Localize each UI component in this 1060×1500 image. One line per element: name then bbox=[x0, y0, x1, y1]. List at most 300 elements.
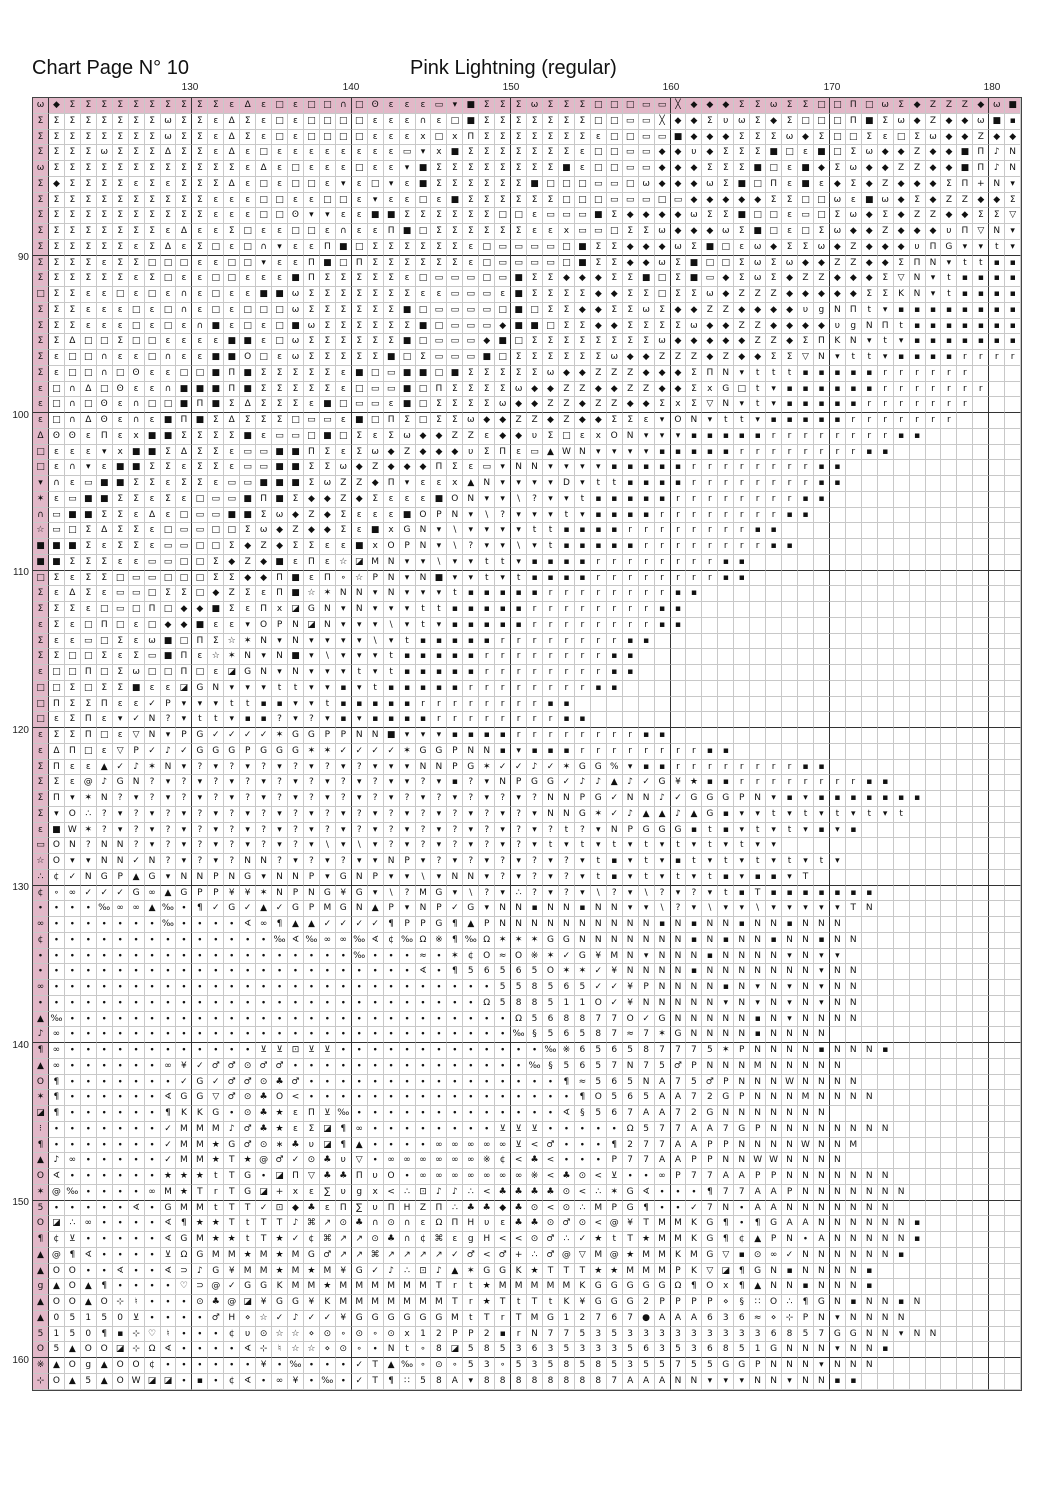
chart-cell: r bbox=[846, 413, 862, 429]
chart-cell: Σ bbox=[527, 271, 543, 287]
chart-cell: ▲ bbox=[750, 1279, 766, 1295]
chart-cell: ▾ bbox=[400, 618, 416, 634]
chart-cell: ε bbox=[65, 760, 81, 776]
chart-cell: Σ bbox=[495, 382, 511, 398]
chart-cell: ✶ bbox=[607, 1185, 623, 1201]
chart-cell: □ bbox=[336, 130, 352, 146]
chart-cell: ∙ bbox=[129, 917, 145, 933]
chart-cell: Σ bbox=[65, 114, 81, 130]
chart-cell: ◆ bbox=[671, 366, 687, 382]
chart-cell: ◆ bbox=[479, 334, 495, 350]
chart-cell: υ bbox=[941, 224, 957, 240]
chart-cell: N bbox=[830, 303, 846, 319]
chart-cell: ◆ bbox=[702, 224, 718, 240]
chart-cell: T bbox=[224, 1153, 240, 1169]
chart-cell: Σ bbox=[176, 586, 192, 602]
chart-cell: t bbox=[607, 1232, 623, 1248]
chart-cell: ∙ bbox=[161, 1043, 177, 1059]
chart-cell: ◆ bbox=[766, 114, 782, 130]
chart-cell: N bbox=[766, 1027, 782, 1043]
chart-cell bbox=[926, 1075, 942, 1091]
chart-cell: ◆ bbox=[686, 114, 702, 130]
chart-cell: Σ bbox=[655, 319, 671, 335]
chart-cell: Σ bbox=[49, 649, 65, 665]
chart-cell: ▾ bbox=[431, 539, 447, 555]
chart-cell: ∙ bbox=[49, 964, 65, 980]
chart-cell: Π bbox=[272, 571, 288, 587]
chart-cell: ✶ bbox=[272, 728, 288, 744]
chart-cell: ♪ bbox=[288, 1216, 304, 1232]
chart-cell: r bbox=[750, 460, 766, 476]
chart-cell: ▭ bbox=[129, 571, 145, 587]
chart-cell: ∙ bbox=[161, 964, 177, 980]
chart-cell: ∩ bbox=[192, 319, 208, 335]
chart-cell: ▾ bbox=[479, 870, 495, 886]
chart-cell: M bbox=[208, 1122, 224, 1138]
chart-cell: ∙ bbox=[352, 1059, 368, 1075]
chart-cell: N bbox=[543, 917, 559, 933]
chart-cell: r bbox=[766, 775, 782, 791]
chart-cell: W bbox=[750, 1153, 766, 1169]
chart-cell: G bbox=[224, 901, 240, 917]
chart-cell: M bbox=[256, 1264, 272, 1280]
chart-cell bbox=[718, 618, 734, 634]
chart-cell: N bbox=[814, 1216, 830, 1232]
chart-cell: ✶ bbox=[575, 964, 591, 980]
chart-cell: Σ bbox=[878, 271, 894, 287]
chart-cell bbox=[989, 1232, 1005, 1248]
chart-cell: N bbox=[734, 933, 750, 949]
chart-cell: ∩ bbox=[400, 1216, 416, 1232]
chart-cell: ω bbox=[288, 303, 304, 319]
chart-cell: Σ bbox=[113, 208, 129, 224]
chart-cell: □ bbox=[750, 208, 766, 224]
chart-cell: 5 bbox=[702, 1043, 718, 1059]
chart-cell: 5 bbox=[49, 1342, 65, 1358]
chart-cell: ✓ bbox=[208, 901, 224, 917]
chart-cell: ▾ bbox=[431, 870, 447, 886]
chart-cell: ? bbox=[192, 823, 208, 839]
chart-cell: ▾ bbox=[400, 870, 416, 886]
chart-cell: \ bbox=[320, 838, 336, 854]
chart-cell bbox=[830, 728, 846, 744]
chart-cell: r bbox=[766, 460, 782, 476]
chart-cell: ? bbox=[224, 854, 240, 870]
chart-cell: ▪ bbox=[910, 429, 926, 445]
chart-cell bbox=[957, 508, 973, 524]
chart-cell bbox=[910, 697, 926, 713]
chart-cell: r bbox=[686, 523, 702, 539]
chart-cell: ■ bbox=[463, 114, 479, 130]
chart-cell: ε bbox=[352, 224, 368, 240]
chart-cell: ▪ bbox=[830, 886, 846, 902]
chart-cell: ε bbox=[224, 208, 240, 224]
chart-cell: N bbox=[718, 1027, 734, 1043]
chart-cell: t bbox=[559, 823, 575, 839]
chart-cell bbox=[814, 571, 830, 587]
chart-cell: 2 bbox=[623, 1138, 639, 1154]
chart-cell: ◆ bbox=[718, 287, 734, 303]
chart-cell: Ο bbox=[702, 1279, 718, 1295]
chart-cell: ∙ bbox=[463, 1090, 479, 1106]
chart-cell bbox=[639, 665, 655, 681]
chart-cell: ♣ bbox=[256, 1090, 272, 1106]
chart-cell: ∙ bbox=[129, 1264, 145, 1280]
chart-cell: Σ bbox=[671, 271, 687, 287]
chart-cell bbox=[973, 1027, 989, 1043]
chart-cell: ε bbox=[256, 98, 272, 114]
chart-cell bbox=[957, 1153, 973, 1169]
chart-cell: ∙ bbox=[145, 980, 161, 996]
chart-cell: Σ bbox=[49, 256, 65, 272]
chart-cell: 5 bbox=[591, 1106, 607, 1122]
chart-cell: ■ bbox=[161, 413, 177, 429]
chart-cell: ∙ bbox=[97, 1059, 113, 1075]
chart-cell: ∙ bbox=[208, 964, 224, 980]
chart-cell: N bbox=[256, 665, 272, 681]
chart-cell: Σ bbox=[447, 224, 463, 240]
chart-cell: 7 bbox=[718, 1185, 734, 1201]
chart-cell: ▭ bbox=[479, 287, 495, 303]
chart-cell: Σ bbox=[113, 145, 129, 161]
chart-cell: ▪ bbox=[447, 618, 463, 634]
chart-cell bbox=[702, 586, 718, 602]
chart-cell: M bbox=[416, 886, 432, 902]
chart-cell: ? bbox=[288, 760, 304, 776]
chart-cell: Δ bbox=[224, 177, 240, 193]
chart-cell: ▪ bbox=[400, 697, 416, 713]
chart-cell: ▭ bbox=[479, 303, 495, 319]
chart-cell: Σ bbox=[559, 319, 575, 335]
chart-cell: N bbox=[926, 1327, 942, 1343]
chart-cell: ‰ bbox=[65, 1185, 81, 1201]
chart-cell: ε bbox=[192, 224, 208, 240]
chart-cell: Σ bbox=[49, 130, 65, 146]
chart-cell: ▪ bbox=[623, 460, 639, 476]
chart-cell bbox=[878, 933, 894, 949]
chart-cell: ∙ bbox=[368, 1106, 384, 1122]
chart-cell: ▪ bbox=[814, 1043, 830, 1059]
chart-cell bbox=[1005, 728, 1021, 744]
chart-cell: t bbox=[352, 665, 368, 681]
chart-cell: ▾ bbox=[575, 476, 591, 492]
chart-cell: ▾ bbox=[81, 854, 97, 870]
chart-cell: ▪ bbox=[527, 586, 543, 602]
chart-cell: ▪ bbox=[671, 602, 687, 618]
chart-cell: Σ bbox=[766, 256, 782, 272]
chart-cell bbox=[1005, 1122, 1021, 1138]
chart-cell: r bbox=[718, 508, 734, 524]
chart-cell bbox=[814, 634, 830, 650]
chart-cell: G bbox=[240, 665, 256, 681]
chart-cell: P bbox=[288, 886, 304, 902]
chart-cell: ▾ bbox=[336, 665, 352, 681]
chart-cell: ∙ bbox=[400, 949, 416, 965]
chart-cell: ∙ bbox=[495, 1012, 511, 1028]
chart-cell: ‰ bbox=[272, 933, 288, 949]
chart-cell: ω bbox=[129, 665, 145, 681]
chart-cell bbox=[846, 649, 862, 665]
chart-cell: □ bbox=[288, 161, 304, 177]
chart-cell: □ bbox=[129, 303, 145, 319]
chart-cell bbox=[1005, 445, 1021, 461]
chart-cell: υ bbox=[463, 445, 479, 461]
chart-cell: Σ bbox=[49, 224, 65, 240]
chart-cell: ? bbox=[192, 807, 208, 823]
column-number: 170 bbox=[823, 82, 841, 93]
chart-cell: Σ bbox=[33, 366, 49, 382]
chart-cell bbox=[957, 445, 973, 461]
chart-cell: ♂ bbox=[224, 1090, 240, 1106]
chart-cell: ☆ bbox=[288, 1342, 304, 1358]
chart-cell: ▭ bbox=[463, 334, 479, 350]
chart-cell: ∙ bbox=[97, 1122, 113, 1138]
chart-cell: N bbox=[814, 1122, 830, 1138]
chart-cell: M bbox=[655, 1216, 671, 1232]
chart-cell: □ bbox=[145, 586, 161, 602]
chart-cell: 2 bbox=[639, 1295, 655, 1311]
chart-cell: N bbox=[910, 271, 926, 287]
chart-cell: ▾ bbox=[559, 492, 575, 508]
chart-cell: t bbox=[543, 1295, 559, 1311]
chart-cell: ∞ bbox=[33, 980, 49, 996]
chart-cell: P bbox=[702, 1138, 718, 1154]
chart-cell: ▭ bbox=[352, 397, 368, 413]
chart-cell: ☆ bbox=[33, 854, 49, 870]
chart-cell: N bbox=[910, 1327, 926, 1343]
chart-cell: □ bbox=[161, 256, 177, 272]
chart-cell: Σ bbox=[447, 413, 463, 429]
chart-cell: ∞ bbox=[463, 1153, 479, 1169]
chart-cell bbox=[862, 492, 878, 508]
chart-cell bbox=[830, 649, 846, 665]
chart-cell bbox=[926, 445, 942, 461]
chart-cell: ε bbox=[81, 445, 97, 461]
chart-cell: □ bbox=[830, 98, 846, 114]
chart-cell: ∙ bbox=[543, 1090, 559, 1106]
chart-cell: ✶ bbox=[527, 933, 543, 949]
chart-cell: ? bbox=[97, 823, 113, 839]
chart-cell bbox=[973, 854, 989, 870]
chart-cell: ∙ bbox=[639, 1169, 655, 1185]
chart-cell: T bbox=[511, 1311, 527, 1327]
chart-cell: ▪ bbox=[559, 697, 575, 713]
chart-cell: N bbox=[607, 917, 623, 933]
chart-cell: r bbox=[718, 492, 734, 508]
chart-cell: ∞ bbox=[416, 1153, 432, 1169]
chart-cell: P bbox=[782, 1185, 798, 1201]
chart-cell: ▾ bbox=[623, 838, 639, 854]
chart-cell: ε bbox=[65, 476, 81, 492]
chart-cell: ∙ bbox=[145, 1169, 161, 1185]
chart-cell: r bbox=[527, 602, 543, 618]
chart-cell: □ bbox=[65, 649, 81, 665]
chart-cell: ∙ bbox=[543, 1106, 559, 1122]
chart-cell: ε bbox=[782, 224, 798, 240]
chart-cell: ■ bbox=[416, 319, 432, 335]
chart-cell bbox=[973, 413, 989, 429]
chart-cell: ∴ bbox=[447, 1201, 463, 1217]
chart-cell: ∢ bbox=[416, 964, 432, 980]
chart-cell: ▪ bbox=[655, 460, 671, 476]
chart-cell: ε bbox=[352, 193, 368, 209]
chart-cell: ◆ bbox=[543, 413, 559, 429]
chart-cell: Σ bbox=[192, 429, 208, 445]
chart-cell bbox=[766, 681, 782, 697]
chart-cell: ✓ bbox=[256, 1201, 272, 1217]
chart-cell: ▾ bbox=[543, 870, 559, 886]
chart-cell: N bbox=[734, 1138, 750, 1154]
chart-cell: ▾ bbox=[575, 508, 591, 524]
chart-cell: ■ bbox=[798, 177, 814, 193]
chart-cell: Σ bbox=[145, 208, 161, 224]
chart-cell: ▪ bbox=[272, 697, 288, 713]
chart-cell: r bbox=[766, 429, 782, 445]
chart-cell: ▲ bbox=[33, 1264, 49, 1280]
chart-cell: ▾ bbox=[145, 823, 161, 839]
chart-cell: G bbox=[320, 886, 336, 902]
chart-cell: ▽ bbox=[798, 350, 814, 366]
chart-cell: ▾ bbox=[447, 98, 463, 114]
chart-cell: N bbox=[607, 901, 623, 917]
chart-cell: x bbox=[368, 539, 384, 555]
chart-cell: 7 bbox=[639, 1027, 655, 1043]
chart-cell: □ bbox=[320, 98, 336, 114]
chart-cell: ▾ bbox=[495, 823, 511, 839]
chart-cell: ∙ bbox=[208, 1342, 224, 1358]
chart-cell: ∙ bbox=[240, 1358, 256, 1374]
chart-cell: ∙ bbox=[97, 1012, 113, 1028]
chart-cell: 8 bbox=[639, 1043, 655, 1059]
chart-cell: ▾ bbox=[734, 397, 750, 413]
chart-cell: ∙ bbox=[65, 1122, 81, 1138]
chart-cell: r bbox=[734, 460, 750, 476]
chart-cell: Σ bbox=[352, 287, 368, 303]
row-number-axis bbox=[0, 0, 32, 1500]
chart-cell: ⊃ bbox=[176, 1264, 192, 1280]
chart-cell bbox=[957, 775, 973, 791]
chart-cell: Ο bbox=[511, 949, 527, 965]
chart-cell: ✶ bbox=[320, 744, 336, 760]
chart-cell: ■ bbox=[400, 334, 416, 350]
chart-cell: T bbox=[240, 1201, 256, 1217]
chart-cell: ∘ bbox=[336, 1327, 352, 1343]
chart-cell: N bbox=[782, 1138, 798, 1154]
chart-cell: ▪ bbox=[463, 649, 479, 665]
chart-cell: Z bbox=[686, 350, 702, 366]
chart-cell: ? bbox=[129, 838, 145, 854]
chart-cell: ε bbox=[782, 161, 798, 177]
chart-cell bbox=[750, 618, 766, 634]
chart-cell: Σ bbox=[81, 240, 97, 256]
chart-cell: Π bbox=[304, 256, 320, 272]
chart-cell: ▪ bbox=[686, 445, 702, 461]
chart-cell: N bbox=[575, 445, 591, 461]
chart-cell bbox=[639, 649, 655, 665]
chart-cell: Σ bbox=[734, 271, 750, 287]
chart-cell: ■ bbox=[463, 98, 479, 114]
chart-cell: ‰ bbox=[161, 917, 177, 933]
chart-cell: ▪ bbox=[447, 775, 463, 791]
chart-cell: □ bbox=[97, 382, 113, 398]
chart-cell: □ bbox=[320, 114, 336, 130]
chart-cell: ◪ bbox=[288, 602, 304, 618]
chart-cell: ∙ bbox=[559, 1153, 575, 1169]
chart-cell: ¶ bbox=[272, 917, 288, 933]
chart-cell: ▭ bbox=[33, 838, 49, 854]
chart-cell: ▪ bbox=[718, 933, 734, 949]
chart-cell: N bbox=[591, 901, 607, 917]
chart-cell: ∙ bbox=[65, 1012, 81, 1028]
chart-cell bbox=[973, 1043, 989, 1059]
chart-cell: ¢ bbox=[49, 870, 65, 886]
chart-cell: 3 bbox=[511, 1342, 527, 1358]
chart-cell: \ bbox=[352, 838, 368, 854]
chart-cell: ▾ bbox=[830, 854, 846, 870]
chart-cell bbox=[941, 728, 957, 744]
chart-cell: □ bbox=[208, 523, 224, 539]
chart-cell: G bbox=[256, 1279, 272, 1295]
chart-cell: ε bbox=[240, 193, 256, 209]
chart-cell: ε bbox=[176, 350, 192, 366]
chart-cell: ◆ bbox=[941, 114, 957, 130]
chart-cell: □ bbox=[607, 161, 623, 177]
chart-cell: Σ bbox=[846, 145, 862, 161]
chart-cell: G bbox=[224, 744, 240, 760]
chart-cell: Σ bbox=[575, 319, 591, 335]
chart-cell: ▭ bbox=[431, 350, 447, 366]
chart-cell: ◆ bbox=[49, 177, 65, 193]
chart-cell: ∙ bbox=[49, 980, 65, 996]
chart-cell bbox=[750, 665, 766, 681]
chart-cell: ▾ bbox=[368, 838, 384, 854]
chart-cell: Σ bbox=[511, 366, 527, 382]
chart-cell: r bbox=[830, 429, 846, 445]
chart-cell bbox=[798, 602, 814, 618]
chart-cell: Z bbox=[798, 271, 814, 287]
chart-cell: ∩ bbox=[65, 460, 81, 476]
chart-cell: ∙ bbox=[81, 949, 97, 965]
chart-cell: ∢ bbox=[49, 1169, 65, 1185]
chart-cell: ∩ bbox=[129, 413, 145, 429]
chart-cell: ▾ bbox=[527, 508, 543, 524]
chart-cell: Σ bbox=[65, 130, 81, 146]
chart-cell bbox=[1005, 382, 1021, 398]
chart-cell: ? bbox=[575, 823, 591, 839]
chart-cell: Σ bbox=[192, 177, 208, 193]
chart-cell: r bbox=[718, 539, 734, 555]
chart-cell bbox=[941, 508, 957, 524]
chart-cell bbox=[862, 460, 878, 476]
chart-cell: ? bbox=[208, 791, 224, 807]
chart-cell: ▪ bbox=[368, 712, 384, 728]
chart-cell: Σ bbox=[463, 145, 479, 161]
chart-cell: r bbox=[941, 382, 957, 398]
chart-cell bbox=[941, 1232, 957, 1248]
chart-cell: P bbox=[655, 1295, 671, 1311]
chart-cell: ▾ bbox=[145, 838, 161, 854]
chart-cell: ▪ bbox=[734, 917, 750, 933]
chart-cell: ♮ bbox=[272, 1342, 288, 1358]
chart-cell: Σ bbox=[33, 775, 49, 791]
chart-cell: N bbox=[671, 917, 687, 933]
chart-cell: N bbox=[862, 1216, 878, 1232]
chart-cell: Z bbox=[639, 382, 655, 398]
chart-cell: ¶ bbox=[97, 1327, 113, 1343]
chart-cell: ▪ bbox=[862, 1264, 878, 1280]
chart-cell bbox=[862, 602, 878, 618]
chart-cell: ∷ bbox=[750, 1295, 766, 1311]
